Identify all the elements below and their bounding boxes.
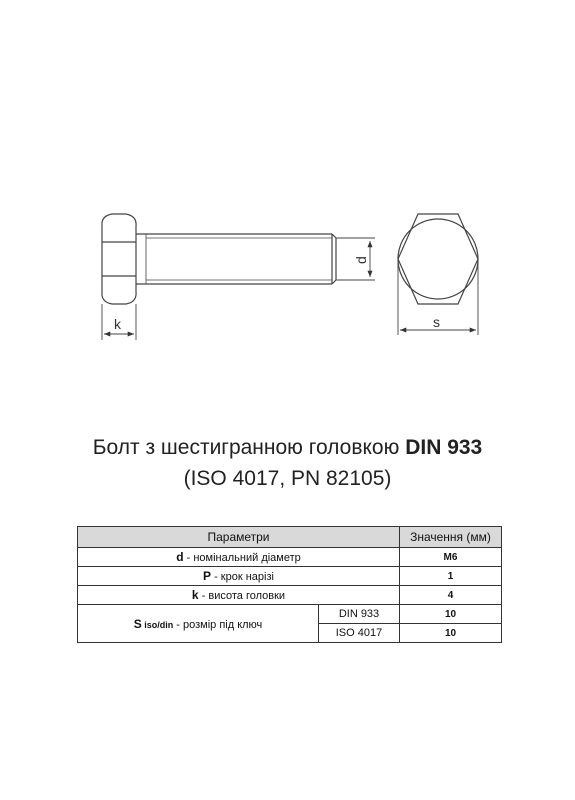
table-row [78, 567, 502, 586]
table-header-row [78, 527, 502, 548]
label-s: s [433, 314, 440, 330]
header-params: Параметри [78, 527, 400, 548]
label-d: d [353, 256, 369, 264]
parameters-table [77, 526, 502, 643]
value-cell: 10 [400, 605, 502, 624]
header-values: Значення (мм) [400, 527, 502, 548]
param-cell [78, 548, 400, 567]
value-cell: M6 [400, 548, 502, 567]
param-subscript: iso/din [141, 619, 174, 630]
param-cell-s [78, 605, 319, 643]
bolt-technical-drawing [0, 0, 575, 360]
bolt-side-view [102, 214, 336, 304]
title-line-1 [0, 435, 575, 461]
value-cell: 4 [400, 586, 502, 605]
param-desc: - крок нарізі [211, 571, 274, 583]
value-cell: 10 [400, 624, 502, 643]
param-symbol: d [176, 550, 184, 564]
title-standard: DIN 933 [405, 436, 483, 459]
value-cell: 1 [400, 567, 502, 586]
param-desc: - розмір під ключ [173, 618, 263, 631]
label-k: k [114, 316, 121, 332]
param-desc: - номінальний діаметр [183, 552, 301, 564]
title-main: Болт з шестигранною головкою [92, 436, 406, 459]
param-cell [78, 567, 400, 586]
table-row [78, 586, 502, 605]
standard-cell: ISO 4017 [319, 624, 400, 643]
table-row [78, 548, 502, 567]
param-symbol: k [191, 588, 199, 602]
title-line-2: (ISO 4017, PN 82105) [183, 467, 392, 490]
table-row [78, 605, 502, 624]
param-cell [78, 586, 400, 605]
param-symbol: P [203, 569, 212, 583]
param-symbol: S [133, 616, 142, 631]
standard-cell: DIN 933 [319, 605, 400, 624]
param-desc: - висота головки [198, 590, 286, 602]
